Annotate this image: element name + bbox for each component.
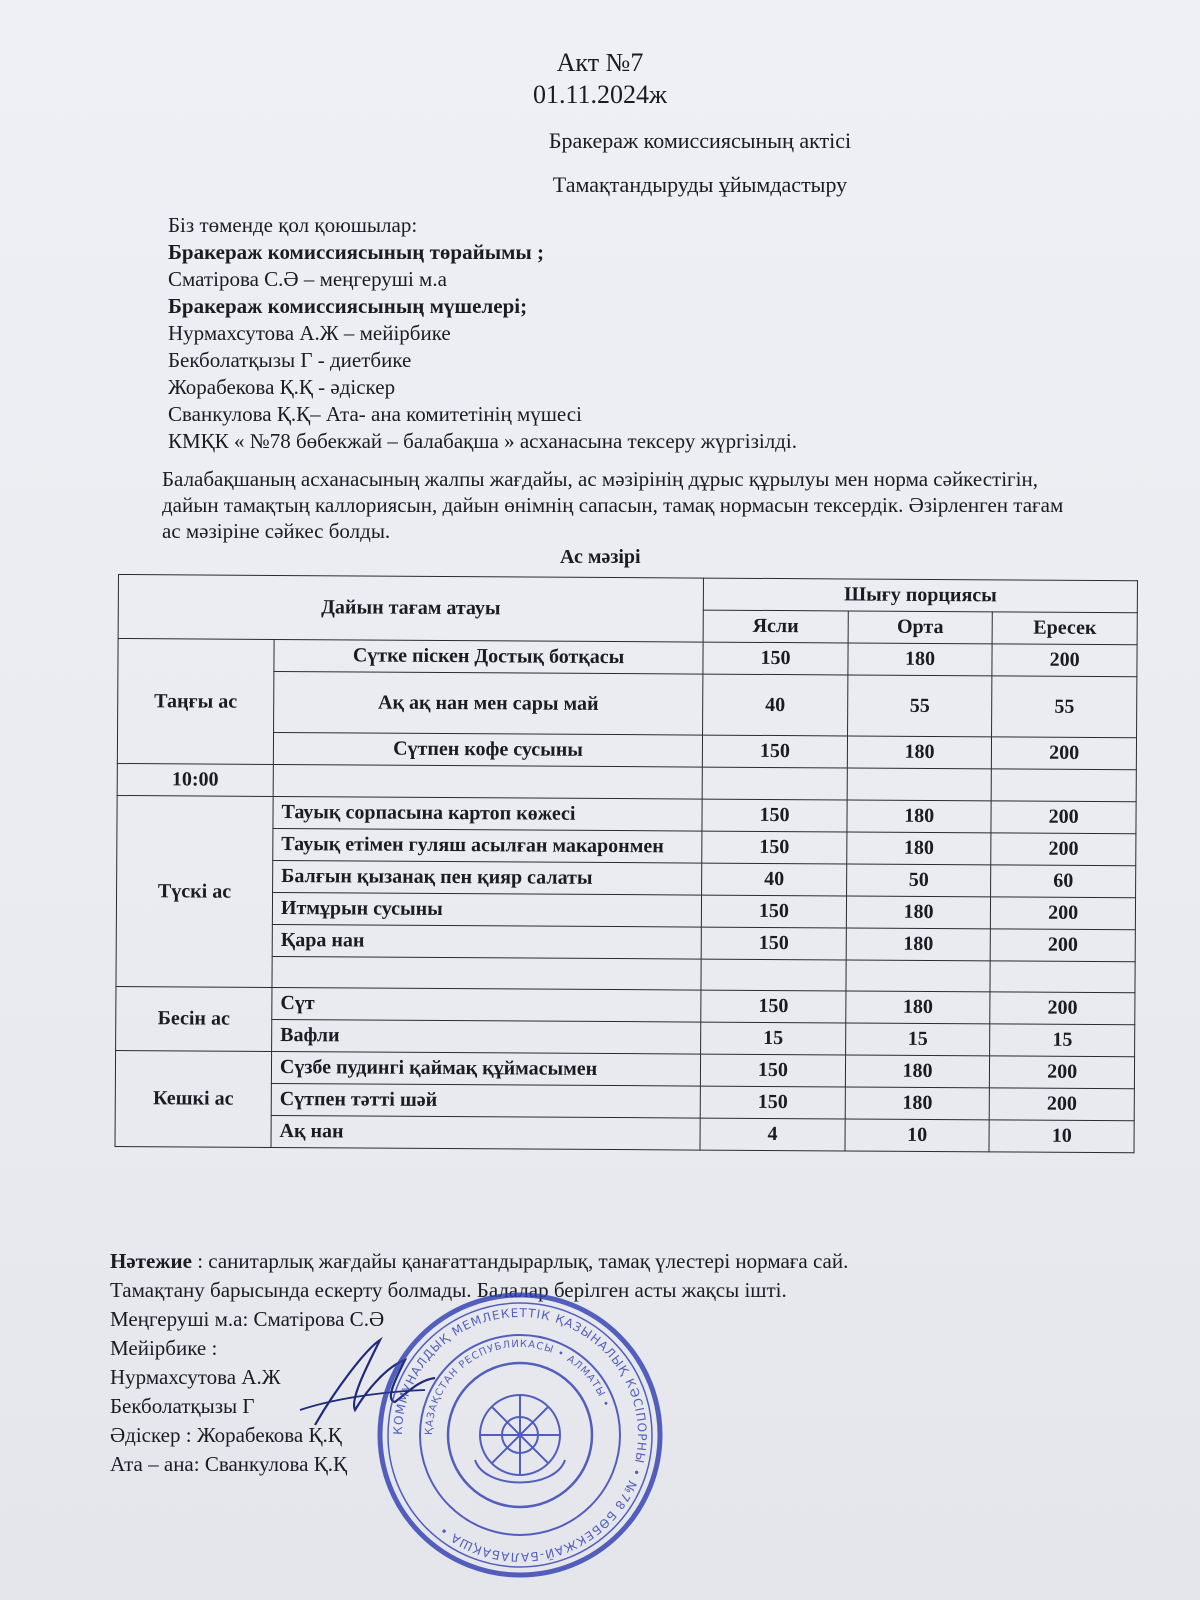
signer-parent: Ата – ана: Сванкулова Қ.Қ <box>110 1452 347 1476</box>
act-subtitle-organization: Тамақтандыруды ұйымдастыру <box>552 172 848 197</box>
portion-orta: 50 <box>846 864 991 897</box>
dish-name: Сүт <box>272 987 701 1022</box>
signer-manager: Меңгеруші м.а: Сматірова С.Ә <box>110 1307 385 1331</box>
portion-eresek: 200 <box>991 929 1136 962</box>
dish-name: Балғын қызанақ пен қияр салаты <box>273 860 702 895</box>
table-header-row <box>118 575 1137 613</box>
col-yasli: Ясли <box>703 610 848 643</box>
chair-name: Сматірова С.Ә – меңгеруші м.а <box>168 267 447 291</box>
portion-yasli: 40 <box>703 674 848 736</box>
portion-eresek: 200 <box>991 833 1136 866</box>
result-text: : санитарлық жағдайы қанағаттандырарлық, тамақ үлестері нормаға сай. <box>191 1249 849 1273</box>
result-line <box>110 1247 848 1276</box>
portion-empty <box>990 961 1135 993</box>
portion-eresek: 200 <box>990 1056 1135 1089</box>
portion-yasli: 15 <box>701 1022 846 1055</box>
portion-orta: 180 <box>845 1055 990 1088</box>
portion-empty <box>992 769 1137 802</box>
meal-snack-10: 10:00 <box>117 763 273 796</box>
portion-eresek: 200 <box>990 1088 1135 1121</box>
portion-yasli: 150 <box>702 895 847 928</box>
portion-orta: 180 <box>847 800 992 833</box>
portion-yasli: 150 <box>703 735 848 768</box>
portion-eresek: 200 <box>992 644 1137 677</box>
act-title: Акт №7 <box>556 48 644 77</box>
dish-empty <box>273 764 702 799</box>
col-dish-header: Дайын тағам атауы <box>118 575 704 643</box>
dish-name: Итмұрын сусыны <box>272 892 701 927</box>
dish-name: Ақ нан <box>271 1115 700 1150</box>
portion-orta: 55 <box>847 675 992 737</box>
portion-yasli: 4 <box>700 1118 845 1151</box>
inspection-line: КМҚК « №78 бөбекжай – балабақша » асханасына тексеру жүргізілді. <box>168 429 797 453</box>
portion-orta: 180 <box>847 832 992 865</box>
meal-breakfast: Таңғы ас <box>117 639 274 765</box>
menu-title: Ас мәзірі <box>560 546 641 568</box>
signer-nurse-label: Мейірбике : <box>110 1336 218 1360</box>
act-subtitle: Бракераж комиссиясының актісі <box>548 128 852 153</box>
dish-name: Тауық етімен гуляш асылған макаронмен <box>273 828 702 863</box>
signer-nurse: Нурмахсутова А.Ж <box>110 1365 281 1389</box>
svg-text:ҚАЗАҚСТАН РЕСПУБЛИКАСЫ • АЛМАТ <box>424 1339 611 1435</box>
meal-dinner: Кешкі ас <box>115 1050 272 1147</box>
commission-list <box>168 212 1128 455</box>
dish-name: Сүтпен тәтті шәй <box>271 1083 700 1118</box>
portion-yasli: 150 <box>703 642 848 675</box>
result-line-2: Тамақтану барысында ескерту болмады. Балалар берілген асты жақсы ішті. <box>110 1278 787 1302</box>
portion-yasli: 40 <box>702 863 847 896</box>
portion-yasli: 150 <box>700 1086 845 1119</box>
portion-orta: 180 <box>846 991 991 1024</box>
portion-empty <box>847 768 992 801</box>
portion-eresek: 55 <box>992 676 1137 738</box>
dish-name: Қара нан <box>272 924 701 959</box>
inspection-paragraph: Балабақшаның асханасының жалпы жағдайы, ас мәзірінің дұрыс құрылуы мен норма сәйкестігін, дайын тамақтың каллориясын, дайын өнімнің сапасын, тамақ нормасын тексердік. Әзірленген тағам ас мәзіріне сәйкес болды. <box>162 467 1064 543</box>
portion-yasli: 150 <box>702 799 847 832</box>
col-orta: Орта <box>848 611 993 644</box>
col-portion-header: Шығу порциясы <box>703 578 1137 613</box>
round-seal-stamp <box>370 1285 670 1590</box>
dish-name: Сүзбе пудингі қаймақ құймасымен <box>271 1051 700 1086</box>
portion-empty <box>846 960 991 992</box>
portion-eresek: 200 <box>990 992 1135 1025</box>
seal-inner-text: ҚАЗАҚСТАН РЕСПУБЛИКАСЫ • АЛМАТЫ • <box>423 1338 612 1436</box>
portion-orta: 15 <box>845 1023 990 1056</box>
member-1: Нурмахсутова А.Ж – мейірбике <box>168 321 451 345</box>
portion-eresek: 10 <box>989 1120 1134 1153</box>
dish-name: Сүтке піскен Достық ботқасы <box>274 639 703 674</box>
portion-eresek: 200 <box>991 897 1136 930</box>
portion-yasli: 150 <box>702 831 847 864</box>
member-4: Сванкулова Қ.Қ– Ата- ана комитетінің мүшесі <box>168 402 582 426</box>
intro-line: Біз төменде қол қоюшылар: <box>168 213 418 237</box>
portion-eresek: 60 <box>991 865 1136 898</box>
portion-eresek: 15 <box>990 1024 1135 1057</box>
seal-emblem-icon <box>475 1395 565 1483</box>
portion-orta: 180 <box>846 928 991 961</box>
member-3: Жорабекова Қ.Қ - әдіскер <box>168 375 396 399</box>
dish-name: Сүтпен кофе сусыны <box>273 732 702 767</box>
act-date: 01.11.2024ж <box>533 80 667 109</box>
menu-table <box>114 574 1137 1153</box>
table-row <box>115 1050 1134 1088</box>
signer-dietitian: Бекболатқызы Г <box>110 1394 255 1418</box>
portion-yasli: 150 <box>701 990 846 1023</box>
portion-orta: 180 <box>847 736 992 769</box>
meal-lunch: Түскі ас <box>116 795 273 987</box>
signer-methodist: Әдіскер : Жорабекова Қ.Қ <box>110 1423 342 1447</box>
portion-orta: 180 <box>848 643 993 676</box>
portion-eresek: 200 <box>991 801 1136 834</box>
portion-orta: 10 <box>845 1119 990 1152</box>
dish-empty <box>272 956 701 990</box>
seal-outer-text: КОММУНАЛДЫҚ МЕМЛЕКЕТТІК ҚАЗЫНАЛЫҚ КӘСІПОРНЫ • №78 БӨБЕКЖАЙ-БАЛАБАҚША • <box>390 1305 650 1565</box>
table-row <box>116 986 1135 1024</box>
portion-empty <box>701 959 846 991</box>
portion-eresek: 200 <box>992 737 1137 770</box>
portion-yasli: 150 <box>701 927 846 960</box>
member-2: Бекболатқызы Г - диетбике <box>168 348 412 372</box>
portion-orta: 180 <box>845 1087 990 1120</box>
portion-orta: 180 <box>846 896 991 929</box>
result-label: Нәтежие <box>110 1249 192 1273</box>
portion-empty <box>702 767 847 800</box>
table-row <box>118 639 1137 677</box>
meal-afternoon: Бесін ас <box>116 986 272 1051</box>
members-heading: Бракераж комиссиясының мүшелері; <box>168 294 528 318</box>
col-eresek: Ересек <box>992 612 1137 645</box>
table-row <box>117 795 1136 833</box>
dish-name: Вафли <box>272 1019 701 1054</box>
dish-name: Ақ ақ нан мен сары май <box>274 671 704 735</box>
dish-name: Тауық сорпасына картоп көжесі <box>273 796 702 831</box>
portion-yasli: 150 <box>701 1054 846 1087</box>
chair-heading: Бракераж комиссиясының төрайымы ; <box>168 240 545 264</box>
